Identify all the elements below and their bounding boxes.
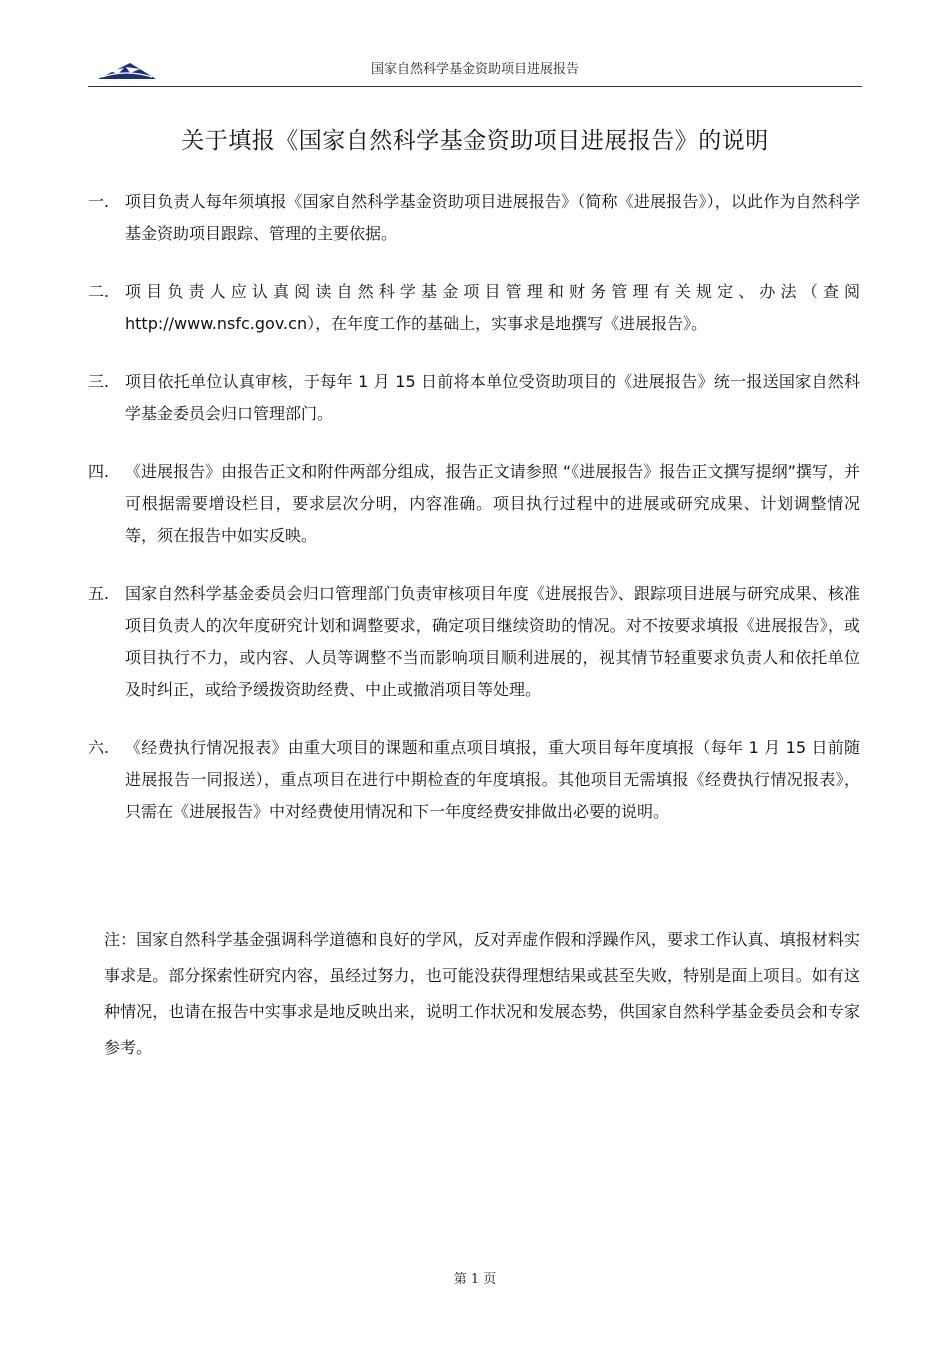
header-divider [88, 86, 862, 87]
item-text: 《进展报告》由报告正文和附件两部分组成，报告正文请参照 “《进展报告》报告正文撰写提纲”撰写，并可根据需要增设栏目，要求层次分明，内容准确。项目执行过程中的进展或研究成果、计划调整情况等，须在报告中如实反映。 [125, 462, 860, 545]
instruction-item [88, 366, 860, 430]
instruction-item [88, 276, 860, 340]
instruction-item [88, 578, 860, 706]
instruction-item [88, 186, 860, 250]
item-number: 三. [88, 372, 110, 391]
item-text: 项目负责人每年须填报《国家自然科学基金资助项目进展报告》（简称《进展报告》），以此作为自然科学基金资助项目跟踪、管理的主要依据。 [125, 192, 860, 243]
item-number: 四. [88, 462, 110, 481]
note-paragraph: 注：国家自然科学基金强调科学道德和良好的学风，反对弄虚作假和浮躁作风，要求工作认真、填报材料实事求是。部分探索性研究内容，虽经过努力，也可能没获得理想结果或甚至失败，特别是面上项目。如有这种情况，也请在报告中实事求是地反映出来，说明工作状况和发展态势，供国家自然科学基金委员会和专家参考。 [104, 930, 860, 1057]
instruction-list [88, 186, 860, 854]
instruction-item [88, 732, 860, 828]
item-text: 项目负责人应认真阅读自然科学基金项目管理和财务管理有关规定、办法（查阅http://www.nsfc.gov.cn），在年度工作的基础上，实事求是地撰写《进展报告》。 [125, 282, 860, 333]
page-number: 第 1 页 [453, 1272, 497, 1287]
header-title: 国家自然科学基金资助项目进展报告 [370, 62, 579, 77]
item-text: 项目依托单位认真审核，于每年 1 月 15 日前将本单位受资助项目的《进展报告》统一报送国家自然科学基金委员会归口管理部门。 [125, 372, 860, 423]
item-text: 国家自然科学基金委员会归口管理部门负责审核项目年度《进展报告》、跟踪项目进展与研究成果、核准项目负责人的次年度研究计划和调整要求，确定项目继续资助的情况。对不按要求填报《进展报告》，或项目执行不力，或内容、人员等调整不当而影响项目顺利进展的，视其情节轻重要求负责人和依托单位及时纠正，或给予缓拨资助经费、中止或撤消项目等处理。 [125, 584, 860, 699]
item-number: 五. [88, 584, 110, 603]
item-number: 一. [88, 192, 110, 211]
item-number: 二. [88, 282, 110, 301]
instruction-item [88, 456, 860, 552]
document-title: 关于填报《国家自然科学基金资助项目进展报告》的说明 [181, 128, 769, 154]
item-number: 六. [88, 738, 110, 757]
item-text: 《经费执行情况报表》由重大项目的课题和重点项目填报，重大项目每年度填报（每年 1 月 15 日前随进展报告一同报送），重点项目在进行中期检查的年度填报。其他项目无需填报《经费执行情况报表》，只需在《进展报告》中对经费使用情况和下一年度经费安排做出必要的说明。 [125, 738, 860, 821]
